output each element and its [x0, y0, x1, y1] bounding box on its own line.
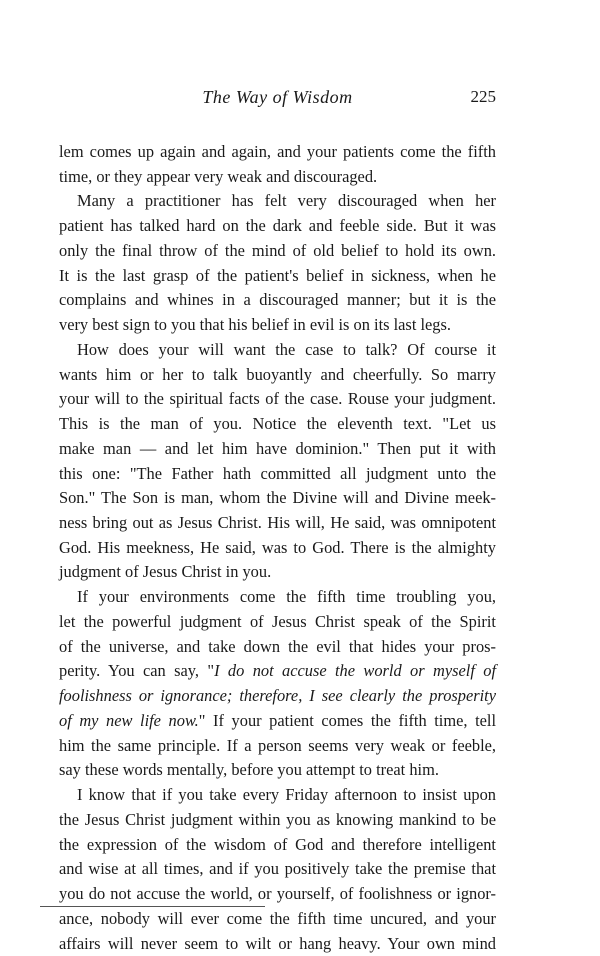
- text-line: [59, 932, 496, 956]
- text-line: [59, 635, 496, 660]
- text-line: [59, 437, 496, 462]
- text-segment: judgment of Jesus Christ in you.: [59, 562, 271, 581]
- italic-text: of my new life now.: [59, 711, 199, 730]
- text-segment: the expression of the wisdom of God and therefore intelligent: [59, 835, 496, 854]
- text-line: [59, 734, 496, 759]
- text-segment: How does your will want the case to talk? Of course it: [77, 340, 496, 359]
- text-line: [59, 264, 496, 289]
- text-segment: your will to the spiritual facts of the case. Rouse your judgment.: [59, 389, 496, 408]
- text-line: [59, 833, 496, 858]
- text-line: [59, 140, 496, 165]
- text-line: [59, 288, 496, 313]
- text-segment: the Jesus Christ judgment within you as knowing mankind to be: [59, 810, 496, 829]
- text-segment: of the universe, and take down the evil that hides your pros-: [59, 637, 496, 656]
- text-segment: him the same principle. If a person seems very weak or feeble,: [59, 736, 496, 755]
- text-line: [59, 313, 496, 338]
- text-segment: patient has talked hard on the dark and feeble side. But it was: [59, 216, 496, 235]
- text-line: [59, 189, 496, 214]
- text-line: [59, 511, 496, 536]
- running-title: The Way of Wisdom: [59, 84, 496, 110]
- text-segment: and wise at all times, and if you positively take the premise that: [59, 859, 496, 878]
- footer-rule: [40, 906, 265, 907]
- text-segment: It is the last grasp of the patient's belief in sickness, when he: [59, 266, 496, 285]
- text-line: [59, 536, 496, 561]
- text-line: [59, 585, 496, 610]
- text-line: [59, 387, 496, 412]
- text-line: [59, 214, 496, 239]
- text-segment: you do not accuse the world, or yourself, of foolishness or ignor-: [59, 884, 496, 903]
- text-line: [59, 857, 496, 882]
- text-segment: perity. You can say, ": [59, 661, 214, 680]
- text-segment: let the powerful judgment of Jesus Christ speak of the Spirit: [59, 612, 496, 631]
- text-line: [59, 338, 496, 363]
- text-line: [59, 659, 496, 684]
- text-segment: wants him or her to talk buoyantly and cheerfully. So marry: [59, 365, 496, 384]
- text-line: [59, 758, 496, 783]
- body-text: [59, 140, 496, 956]
- text-segment: complains and whines in a discouraged manner; but it is the: [59, 290, 496, 309]
- text-line: [59, 684, 496, 709]
- text-segment: make man — and let him have dominion." Then put it with: [59, 439, 496, 458]
- text-segment: This is the man of you. Notice the eleventh text. "Let us: [59, 414, 496, 433]
- text-line: [59, 462, 496, 487]
- text-line: [59, 486, 496, 511]
- text-segment: " If your patient comes the fifth time, tell: [199, 711, 496, 730]
- text-segment: Son." The Son is man, whom the Divine will and Divine meek-: [59, 488, 496, 507]
- italic-text: foolishness or ignorance; therefore, I see clearly the prosperity: [59, 686, 496, 705]
- paragraph: [59, 189, 496, 337]
- text-line: [59, 808, 496, 833]
- italic-text: I do not accuse the world or myself of: [214, 661, 496, 680]
- text-line: [59, 165, 496, 190]
- text-segment: Many a practitioner has felt very discouraged when her: [77, 191, 496, 210]
- paragraph: [59, 783, 496, 956]
- text-line: [59, 560, 496, 585]
- text-line: [59, 709, 496, 734]
- text-segment: this one: "The Father hath committed all judgment unto the: [59, 464, 496, 483]
- text-segment: affairs will never seem to wilt or hang heavy. Your own mind: [59, 934, 496, 953]
- text-segment: If your environments come the fifth time troubling you,: [77, 587, 496, 606]
- paragraph: [59, 585, 496, 783]
- paragraph: [59, 338, 496, 585]
- paragraph: [59, 140, 496, 189]
- text-line: [59, 610, 496, 635]
- text-segment: lem comes up again and again, and your patients come the fifth: [59, 142, 496, 161]
- text-line: [59, 882, 496, 907]
- text-line: [59, 363, 496, 388]
- text-line: [59, 907, 496, 932]
- text-segment: only the final throw of the mind of old belief to hold its own.: [59, 241, 496, 260]
- text-segment: I know that if you take every Friday afternoon to insist upon: [77, 785, 496, 804]
- text-segment: ance, nobody will ever come the fifth time uncured, and your: [59, 909, 496, 928]
- text-line: [59, 783, 496, 808]
- text-segment: say these words mentally, before you attempt to treat him.: [59, 760, 439, 779]
- text-line: [59, 412, 496, 437]
- page-number: 225: [471, 84, 497, 110]
- running-head: [59, 84, 496, 110]
- text-segment: God. His meekness, He said, was to God. There is the almighty: [59, 538, 496, 557]
- text-line: [59, 239, 496, 264]
- text-segment: time, or they appear very weak and discouraged.: [59, 167, 377, 186]
- text-segment: very best sign to you that his belief in evil is on its last legs.: [59, 315, 451, 334]
- text-segment: ness bring out as Jesus Christ. His will, He said, was omnipotent: [59, 513, 496, 532]
